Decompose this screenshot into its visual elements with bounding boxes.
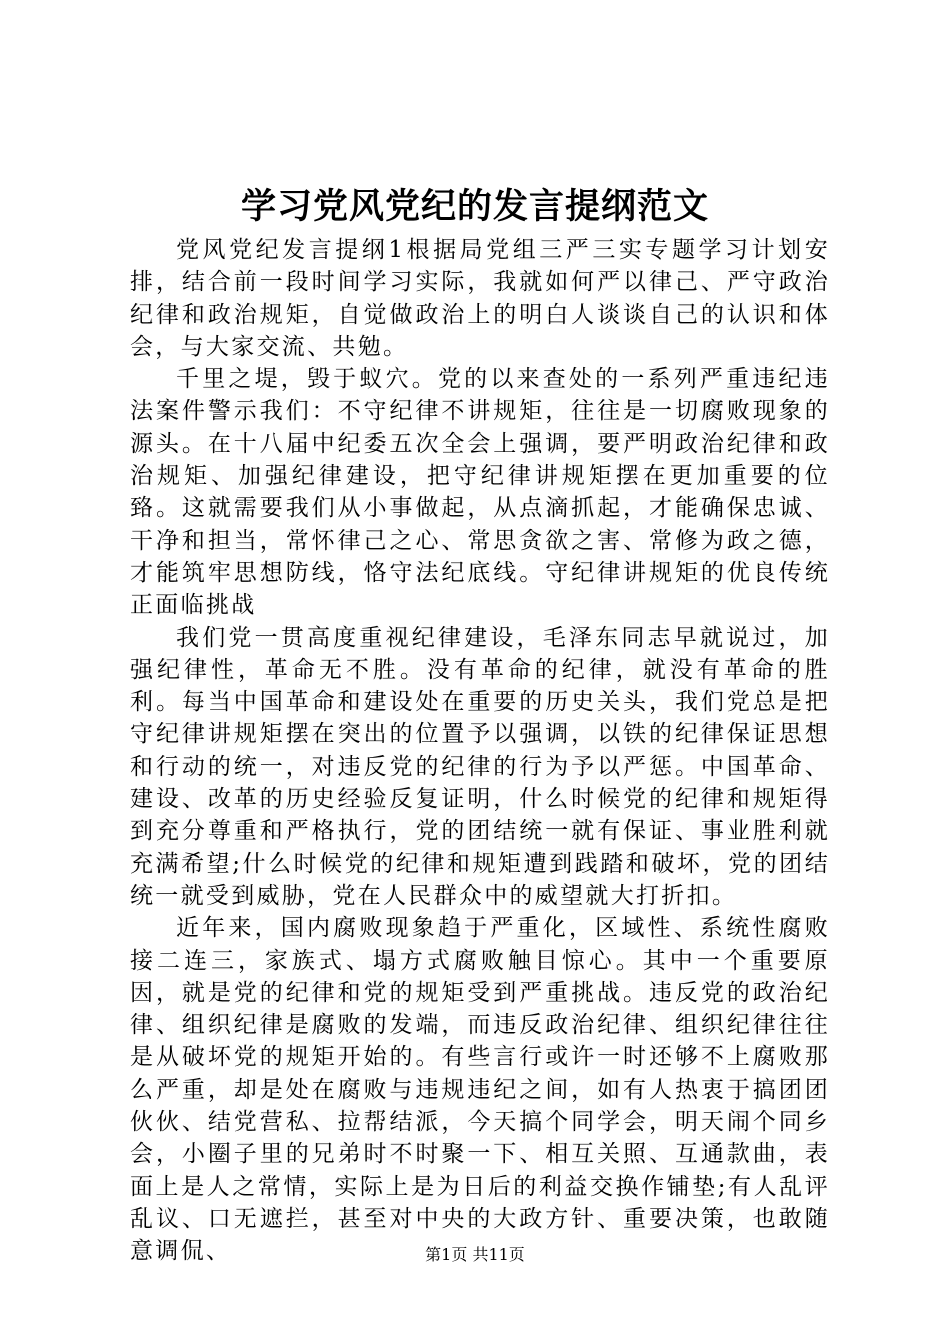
paragraph-4: 近年来，国内腐败现象趋于严重化，区域性、系统性腐败接二连三，家族式、塌方式腐败触目惊心。其中一个重要原因，就是党的纪律和党的规矩受到严重挑战。违反党的政治纪律、组织纪律是腐败的发端，而违反政治纪律、组织纪律往往是从破坏党的规矩开始的。有些言行或许一时还够不上腐败那么严重，却是处在腐败与违规违纪之间，如有人热衷于搞团团伙伙、结党营私、拉帮结派，今天搞个同学会，明天闹个同乡会，小圈子里的兄弟时不时聚一下、相互关照、互通款曲，表面上是人之常情，实际上是为日后的利益交换作铺垫;有人乱评乱议、口无遮拦，甚至对中央的大政方针、重要决策，也敢随意调侃、 bbox=[130, 915, 830, 1265]
paragraph-1: 党风党纪发言提纲1根据局党组三严三实专题学习计划安排，结合前一段时间学习实际，我就如何严以律己、严守政治纪律和政治规矩，自觉做政治上的明白人谈谈自己的认识和体会，与大家交流、共勉。 bbox=[130, 237, 830, 360]
paragraph-3: 我们党一贯高度重视纪律建设，毛泽东同志早就说过，加强纪律性，革命无不胜。没有革命的纪律，就没有革命的胜利。每当中国革命和建设处在重要的历史关头，我们党总是把守纪律讲规矩摆在突出的位置予以强调，以铁的纪律保证思想和行动的统一，对违反党的纪律的行为予以严惩。中国革命、建设、改革的历史经验反复证明，什么时候党的纪律和规矩得到充分尊重和严格执行，党的团结统一就有保证、事业胜利就充满希望;什么时候党的纪律和规矩遭到践踏和破坏，党的团结统一就受到威胁，党在人民群众中的威望就大打折扣。 bbox=[130, 624, 830, 909]
page-number-footer: 第1页 共11页 bbox=[425, 1245, 525, 1264]
document-body bbox=[130, 234, 830, 1268]
paragraph-2: 千里之堤，毁于蚁穴。党的以来查处的一系列严重违纪违法案件警示我们：不守纪律不讲规矩，往往是一切腐败现象的源头。在十八届中纪委五次全会上强调，要严明政治纪律和政治规矩、加强纪律建设，把守纪律讲规矩摆在更加重要的位臵。这就需要我们从小事做起，从点滴抓起，才能确保忠诚、干净和担当，常怀律己之心、常思贪欲之害、常修为政之德，才能筑牢思想防线，恪守法纪底线。守纪律讲规矩的优良传统正面临挑战 bbox=[130, 366, 830, 619]
document-title: 学习党风党纪的发言提纲范文 bbox=[240, 186, 709, 227]
